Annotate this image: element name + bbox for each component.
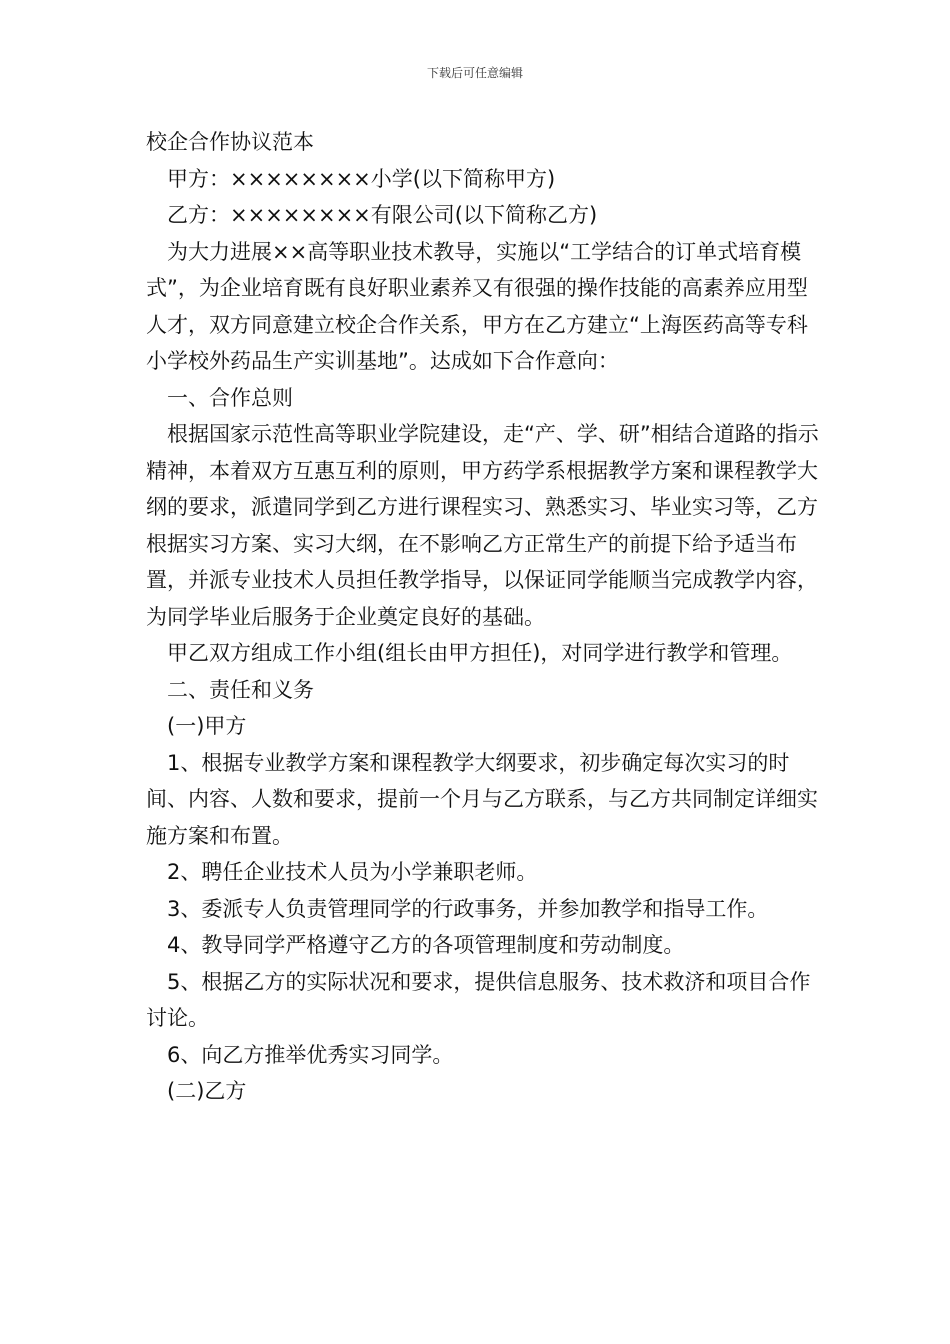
list-item: 2、聘任企业技术人员为小学兼职老师。 <box>167 860 538 884</box>
list-item: 1、根据专业教学方案和课程教学大纲要求，初步确定每次实习的时间、内容、人数和要求，提前一个月与乙方联系，与乙方共同制定详细实施方案和布置。 <box>146 750 818 848</box>
document-body <box>146 124 822 1110</box>
general-principles-paragraph: 根据国家示范性高等职业学院建设，走“产、学、研”相结合道路的指示精神，本着双方互惠互利的原则，甲方药学系根据教学方案和课程教学大纲的要求，派遣同学到乙方进行课程实习、熟悉实习、毕业实习等，乙方根据实习方案、实习大纲，在不影响乙方正常生产的前提下给予适当布置，并派专业技术人员担任教学指导，以保证同学能顺当完成教学内容，为同学毕业后服务于企业奠定良好的基础。 <box>146 422 819 629</box>
party-a-line: 甲方：××××××××小学(以下简称甲方) <box>167 166 556 191</box>
subsection-party-b: (二)乙方 <box>167 1079 247 1103</box>
section-heading-duties: 二、责任和义务 <box>167 677 314 702</box>
list-item: 4、教导同学严格遵守乙方的各项管理制度和劳动制度。 <box>167 933 685 957</box>
party-b-line: 乙方：××××××××有限公司(以下简称乙方) <box>167 203 598 227</box>
list-item: 6、向乙方推举优秀实习同学。 <box>167 1042 454 1067</box>
section-heading-general: 一、合作总则 <box>167 385 293 410</box>
working-group-paragraph: 甲乙双方组成工作小组(组长由甲方担任)，对同学进行教学和管理。 <box>167 641 793 665</box>
subsection-party-a: (一)甲方 <box>167 714 247 738</box>
list-item: 5、根据乙方的实际状况和要求，提供信息服务、技术救济和项目合作讨论。 <box>146 969 811 1030</box>
document-title: 校企合作协议范本 <box>146 130 314 154</box>
page-header: 下载后可任意编辑 <box>426 66 523 80</box>
intro-paragraph: 为大力进展××高等职业技术教导，实施以“工学结合的订单式培育模式”，为企业培育既有良好职业素养又有很强的操作技能的高素养应用型人才，双方同意建立校企合作关系，甲方在乙方建立“上海医药高等专科小学校外药品生产实训基地”。达成如下合作意向： <box>146 239 808 373</box>
list-item: 3、委派专人负责管理同学的行政事务，并参加教学和指导工作。 <box>167 896 769 921</box>
